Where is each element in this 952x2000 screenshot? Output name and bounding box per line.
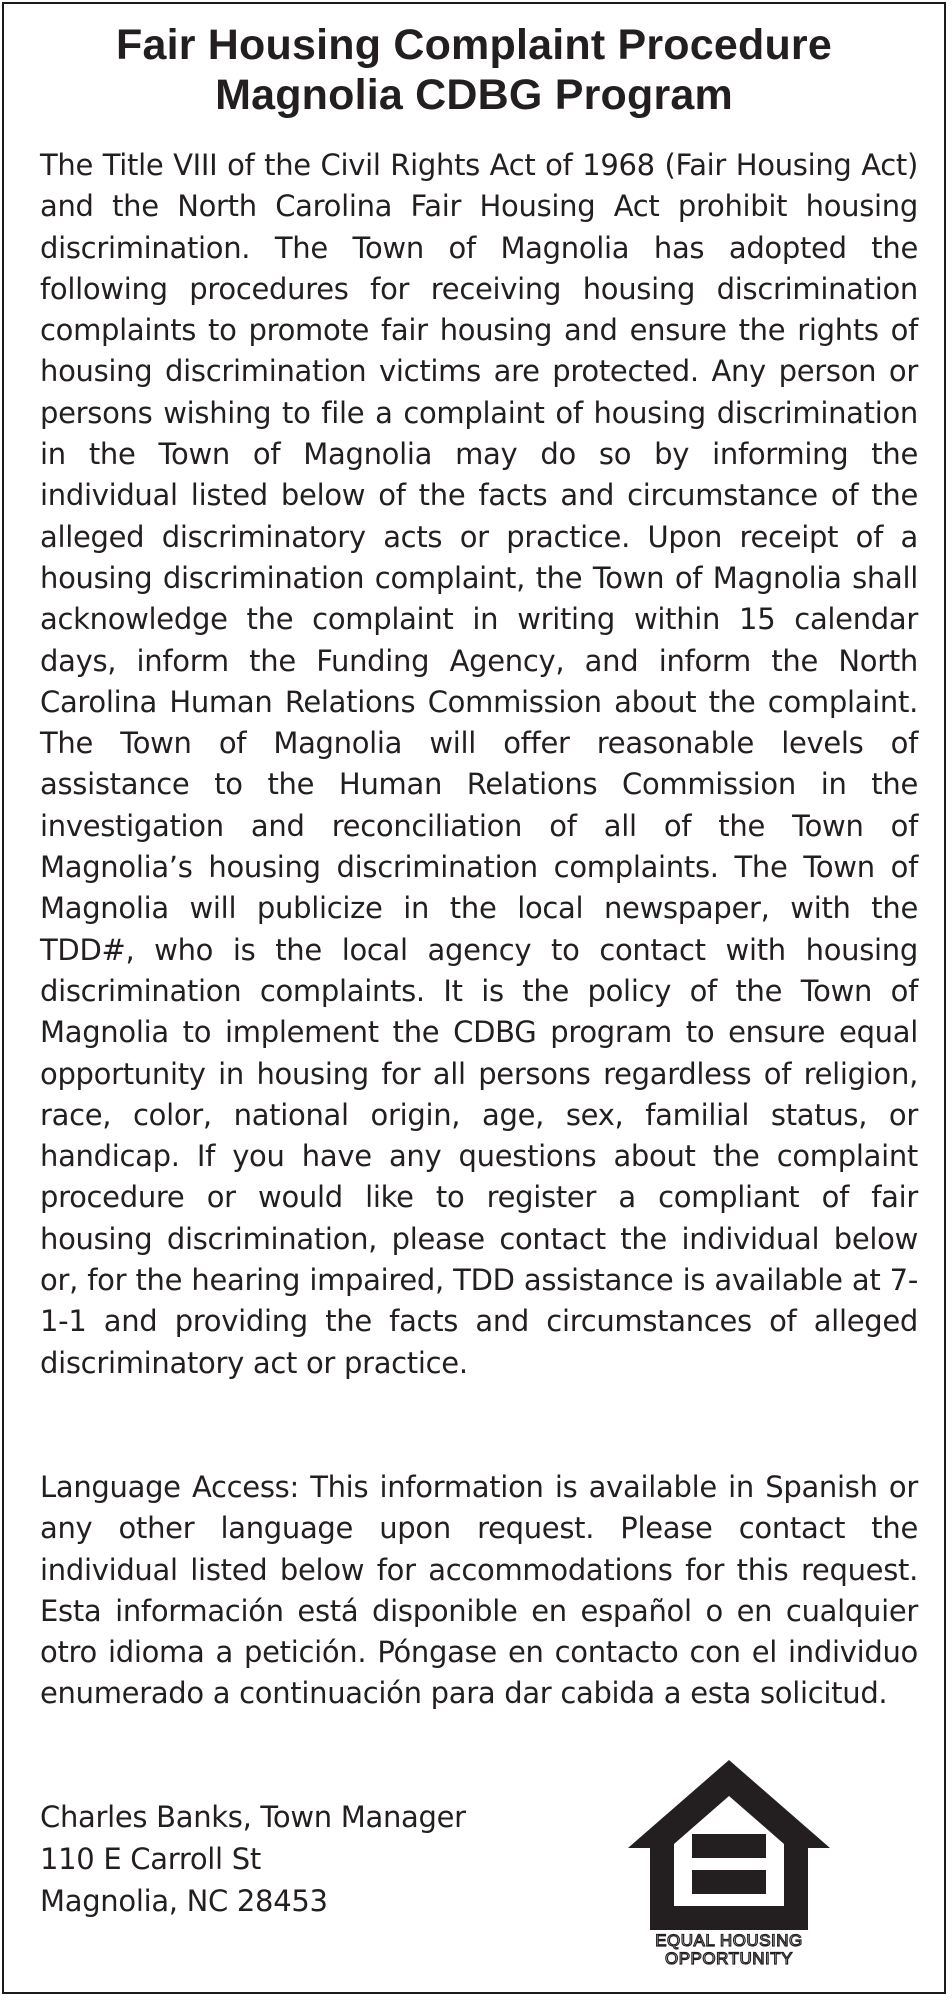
caption-line-2: OPPORTUNITY [665,1949,793,1968]
contact-block [40,1796,466,1922]
contact-street: 110 E Carroll St [40,1842,261,1876]
equal-housing-house-icon [624,1756,834,1934]
complaint-procedure-paragraph: The Title VIII of the Civil Rights Act of 1968 (Fair Housing Act) and the North Carolina Fair Housing Act prohibit housing discrimination. The Town of Magnolia has adopted the following procedures for receiving housing discrimination complaints to promote fair housing and ensure the rights of housing discrimination victims are protected. Any person or persons wishing to file a complaint of housing discrimination in the Town of Magnolia may do so by informing the individual listed below of the facts and circumstance of the alleged discriminatory acts or practice. Upon receipt of a housing discrimination complaint, the Town of Magnolia shall acknowledge the complaint in writing within 15 calendar days, inform the Funding Agency, and inform the North Carolina Human Relations Commission about the complaint. The Town of Magnolia will offer reasonable levels of assistance to the Human Relations Commission in the investigation and reconciliation of all of the Town of Magnolia’s housing discrimination complaints. The Town of Magnolia will publicize in the local newspaper, with the TDD#, who is the local agency to contact with housing discrimination complaints. It is the policy of the Town of Magnolia to implement the CDBG program to ensure equal opportunity in housing for all persons regardless of religion, race, color, national origin, age, sex, familial status, or handicap. If you have any questions about the complaint procedure or would like to register a compliant of fair housing discrimination, please contact the individual below or, for the hearing impaired, TDD assistance is available at 7-1-1 and providing the facts and circumstances of alleged discriminatory act or practice. [40,148,918,1380]
equal-housing-logo [624,1756,834,1976]
equal-housing-caption [624,1932,834,1968]
fair-housing-notice [2,2,946,1994]
title-line-1: Fair Housing Complaint Procedure [116,21,832,69]
language-access-paragraph: Language Access: This information is available in Spanish or any other language upon request. Please contact the individual listed below for accommodations for this request. Esta información está disponible en español o en cualquier otro idioma a petición. Póngase en contacto con el individuo enumerado a continuación para dar cabida a esta solicitud. [40,1470,918,1711]
notice-title [34,20,914,120]
caption-line-1: EQUAL HOUSING [655,1931,803,1950]
contact-name: Charles Banks, Town Manager [40,1800,466,1834]
title-line-2: Magnolia CDBG Program [215,71,733,119]
contact-city: Magnolia, NC 28453 [40,1884,328,1918]
